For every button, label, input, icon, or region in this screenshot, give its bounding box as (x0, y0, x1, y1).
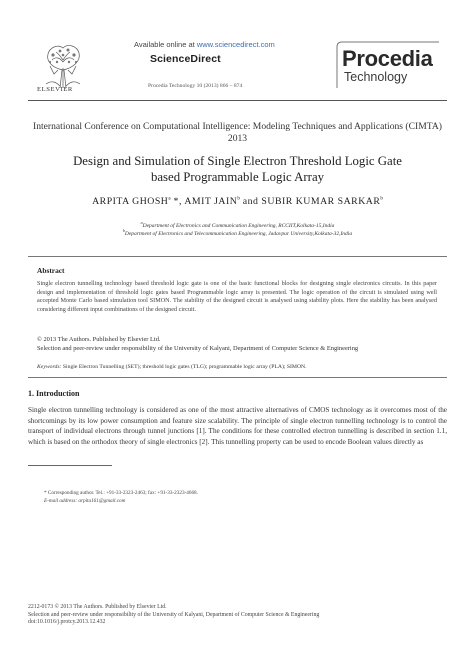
affiliation-a-text: Department of Electronics and Communication Engineering, RCCIIT,Kolkata-15,India (142, 223, 335, 229)
author-2-affil: b (237, 196, 240, 202)
footnote (44, 489, 424, 505)
affiliation-b-text: Department of Electronics and Telecommunication Engineering, Jadavpur University,Kolkata-32,India (124, 231, 353, 237)
author-separator: and (239, 196, 259, 207)
journal-reference: Procedia Technology 10 (2013) 866 – 874 (148, 83, 243, 89)
affiliation-b-sup: b (122, 228, 125, 234)
issn-line: 2212-0173 © 2013 The Authors. Published by Elsevier Ltd. (28, 604, 167, 610)
affiliation-a (28, 220, 447, 229)
corresponding-mark: *, (170, 196, 182, 207)
paper-title (28, 154, 447, 185)
conference-name: International Conference on Computational Intelligence: Modeling Techniques and Applications (CIMTA) 2013 (33, 121, 442, 144)
footer-peer-review-line: Selection and peer-review under responsibility of the University of Kalyani, Department of Computer Science & Engineering (28, 611, 320, 618)
author-2: AMIT JAIN (181, 196, 238, 207)
affiliation-a-sup: a (140, 220, 143, 226)
corresponding-author-note: * Corresponding author. Tel.: +91-33-2323-2463; fax: +91-33-2323-4668. (44, 490, 198, 496)
copyright-block (37, 335, 442, 353)
introduction-text: Single electron tunnelling technology is considered as one of the most attractive alternatives of CMOS technology as it overcomes most of the shortcomings by its low power consumption and feature size scalability. The principle of single electron tunnelling technology is to control the transport of individual electrons through tunnel junctions [1]. The conditions for these controlled electron tunnelling is described in section 1.1, which is based on the orthodox theory of single electronics [2]. This tunnelling property can be used to encode Boolean values directly as (28, 406, 447, 446)
keywords-label: Keywords: (37, 364, 62, 370)
procedia-logo: Procedia (342, 46, 433, 71)
elsevier-tree-logo (38, 40, 88, 90)
abstract-heading: Abstract (37, 266, 65, 275)
issn-footer (28, 604, 448, 627)
abstract-bottom-rule (28, 377, 447, 378)
email-line (44, 497, 424, 505)
title-line-1: Design and Simulation of Single Electron Threshold Logic Gate (73, 154, 402, 168)
peer-review-line: Selection and peer-review under responsibility of the University of Kalyani, Department of Computer Science & Engineering (37, 345, 359, 352)
title-line-2: based Programmable Logic Array (150, 169, 325, 184)
abstract-text: Single electron tunnelling technology based threshold logic gate is one of the basic functional blocks for designing single electronics circuits. In this paper design and implementation of threshold logic gates based Programmable logic array is presented. The logic operation of the circuit is simulated using well accepted Monte Carlo based simulation tool SIMON. The stability of the designed circuit is analysed using stability plots. Here the stability has been analysed considering different input combinations of the designed circuit. (37, 280, 437, 313)
affiliation-b (28, 228, 447, 237)
sciencedirect-link[interactable]: www.sciencedirect.com (196, 40, 275, 49)
elsevier-wordmark: ELSEVIER (37, 86, 73, 93)
keywords (37, 364, 442, 370)
author-list (28, 196, 447, 207)
availability-line (134, 40, 275, 49)
doi-line[interactable]: doi:10.1016/j.protcy.2013.12.432 (28, 619, 106, 626)
email-address[interactable]: arpita161@gmail.com (77, 498, 126, 504)
section-heading-introduction: 1. Introduction (28, 389, 80, 398)
procedia-logo-subtitle: Technology (344, 70, 408, 84)
header-rule (28, 100, 447, 101)
keywords-text: Single Electron Tunnelling (SET); threshold logic gates (TLG); programmable logic array (PLA); SIMON. (61, 364, 307, 370)
available-prefix: Available online at (134, 40, 195, 49)
copyright-line: © 2013 The Authors. Published by Elsevier Ltd. (37, 336, 161, 343)
author-1: ARPITA GHOSH (92, 196, 169, 207)
footnote-rule (28, 465, 112, 466)
email-label: E-mail address: (44, 498, 78, 504)
author-3: SUBIR KUMAR SARKAR (258, 196, 381, 207)
abstract-top-rule (28, 256, 447, 257)
author-3-affil: b (380, 196, 383, 202)
sciencedirect-logo: ScienceDirect (150, 53, 221, 65)
author-1-affil: a (168, 196, 171, 202)
